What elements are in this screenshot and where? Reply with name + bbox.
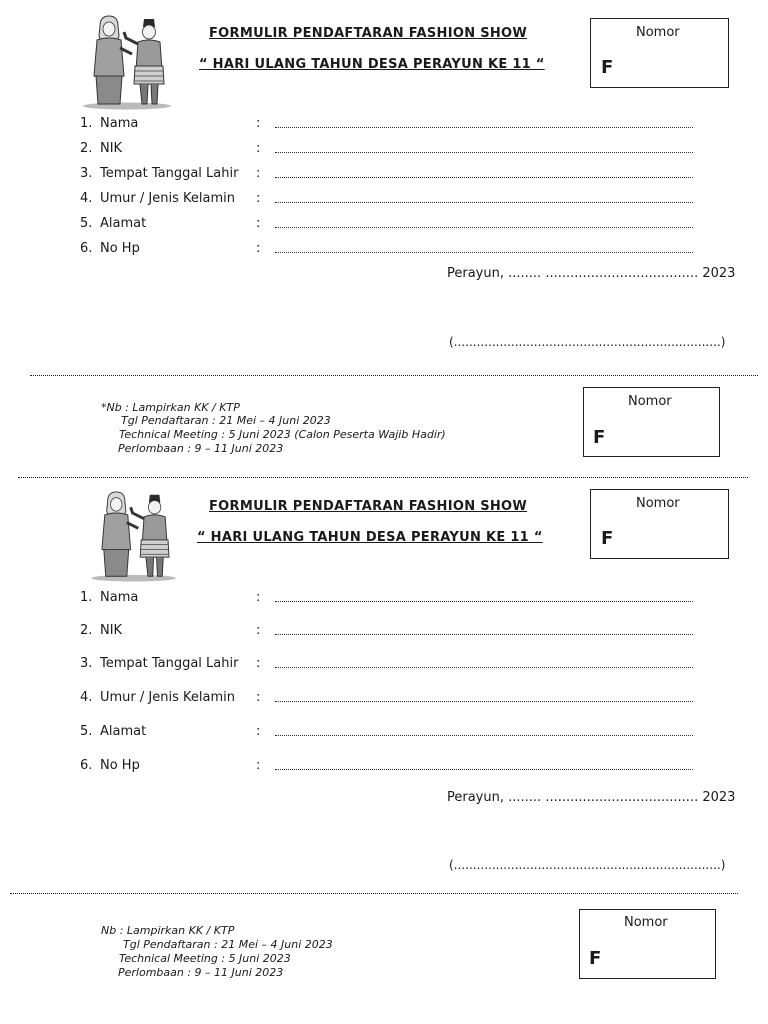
field-colon: : <box>256 690 261 705</box>
field-input-nama[interactable] <box>275 601 693 602</box>
field-colon: : <box>256 724 261 739</box>
field-input-alamat[interactable] <box>275 735 693 736</box>
form-subtitle: “ HARI ULANG TAHUN DESA PERAYUN KE 11 “ <box>199 57 545 72</box>
form-title: FORMULIR PENDAFTARAN FASHION SHOW <box>209 26 528 41</box>
field-input-nik[interactable] <box>275 634 693 635</box>
field-number: 4. <box>80 690 93 705</box>
note-line: Technical Meeting : 5 Juni 2023 (Calon Peserta Wajib Hadir) <box>119 428 446 441</box>
field-input-umur[interactable] <box>275 202 693 203</box>
field-colon: : <box>256 141 261 156</box>
field-number: 3. <box>80 166 93 181</box>
field-label-umur: Umur / Jenis Kelamin <box>100 690 235 705</box>
couple-illustration <box>80 14 175 110</box>
note-section-2 <box>0 896 768 1016</box>
note-line: Tgl Pendaftaran : 21 Mei – 4 Juni 2023 <box>121 414 331 427</box>
number-box <box>583 387 720 457</box>
field-number: 5. <box>80 216 93 231</box>
note-section-1 <box>0 378 768 476</box>
field-label-umur: Umur / Jenis Kelamin <box>100 191 235 206</box>
signature-line: (......................................................................) <box>449 335 726 349</box>
number-box <box>590 18 729 88</box>
field-colon: : <box>256 216 261 231</box>
couple-illustration <box>88 490 180 582</box>
field-colon: : <box>256 656 261 671</box>
form-1 <box>0 0 768 372</box>
field-input-nohp[interactable] <box>275 252 693 253</box>
field-label-nohp: No Hp <box>100 241 140 256</box>
field-colon: : <box>256 116 261 131</box>
field-number: 2. <box>80 141 93 156</box>
field-label-nohp: No Hp <box>100 758 140 773</box>
signature-line: (......................................................................) <box>449 858 726 872</box>
field-label-ttl: Tempat Tanggal Lahir <box>100 166 239 181</box>
form-2 <box>0 480 768 890</box>
field-colon: : <box>256 191 261 206</box>
field-input-alamat[interactable] <box>275 227 693 228</box>
field-label-alamat: Alamat <box>100 724 147 739</box>
cut-line <box>18 477 748 478</box>
field-label-nama: Nama <box>100 116 139 131</box>
number-box-prefix: F <box>593 427 606 448</box>
field-label-nik: NIK <box>100 141 123 156</box>
note-line: Technical Meeting : 5 Juni 2023 <box>119 952 291 965</box>
field-input-nama[interactable] <box>275 127 693 128</box>
number-box <box>579 909 716 979</box>
field-input-ttl[interactable] <box>275 177 693 178</box>
place-date: Perayun, ........ ..................................... 2023 <box>447 790 736 805</box>
field-colon: : <box>256 623 261 638</box>
field-label-ttl: Tempat Tanggal Lahir <box>100 656 239 671</box>
field-label-nama: Nama <box>100 590 139 605</box>
field-input-nohp[interactable] <box>275 769 693 770</box>
note-line: *Nb : Lampirkan KK / KTP <box>101 401 240 414</box>
field-colon: : <box>256 241 261 256</box>
note-line: Perlombaan : 9 – 11 Juni 2023 <box>118 966 284 979</box>
field-colon: : <box>256 590 261 605</box>
note-line: Perlombaan : 9 – 11 Juni 2023 <box>118 442 284 455</box>
form-title: FORMULIR PENDAFTARAN FASHION SHOW <box>209 499 528 514</box>
field-number: 2. <box>80 623 93 638</box>
number-box-label: Nomor <box>624 915 668 930</box>
number-box-label: Nomor <box>636 496 680 511</box>
form-subtitle: “ HARI ULANG TAHUN DESA PERAYUN KE 11 “ <box>197 530 543 545</box>
field-label-alamat: Alamat <box>100 216 147 231</box>
field-number: 3. <box>80 656 93 671</box>
field-label-nik: NIK <box>100 623 123 638</box>
field-input-ttl[interactable] <box>275 667 693 668</box>
field-number: 1. <box>80 116 93 131</box>
number-box-label: Nomor <box>628 394 672 409</box>
field-input-nik[interactable] <box>275 152 693 153</box>
field-number: 1. <box>80 590 93 605</box>
field-colon: : <box>256 758 261 773</box>
note-line: Tgl Pendaftaran : 21 Mei – 4 Juni 2023 <box>123 938 333 951</box>
number-box <box>590 489 729 559</box>
cut-line <box>30 375 758 376</box>
field-number: 6. <box>80 758 93 773</box>
number-box-prefix: F <box>589 948 602 969</box>
number-box-prefix: F <box>601 528 614 549</box>
number-box-label: Nomor <box>636 25 680 40</box>
field-number: 4. <box>80 191 93 206</box>
field-number: 6. <box>80 241 93 256</box>
field-input-umur[interactable] <box>275 701 693 702</box>
field-colon: : <box>256 166 261 181</box>
number-box-prefix: F <box>601 57 614 78</box>
place-date: Perayun, ........ ..................................... 2023 <box>447 266 736 281</box>
note-line: Nb : Lampirkan KK / KTP <box>101 924 235 937</box>
field-number: 5. <box>80 724 93 739</box>
cut-line <box>10 893 738 894</box>
